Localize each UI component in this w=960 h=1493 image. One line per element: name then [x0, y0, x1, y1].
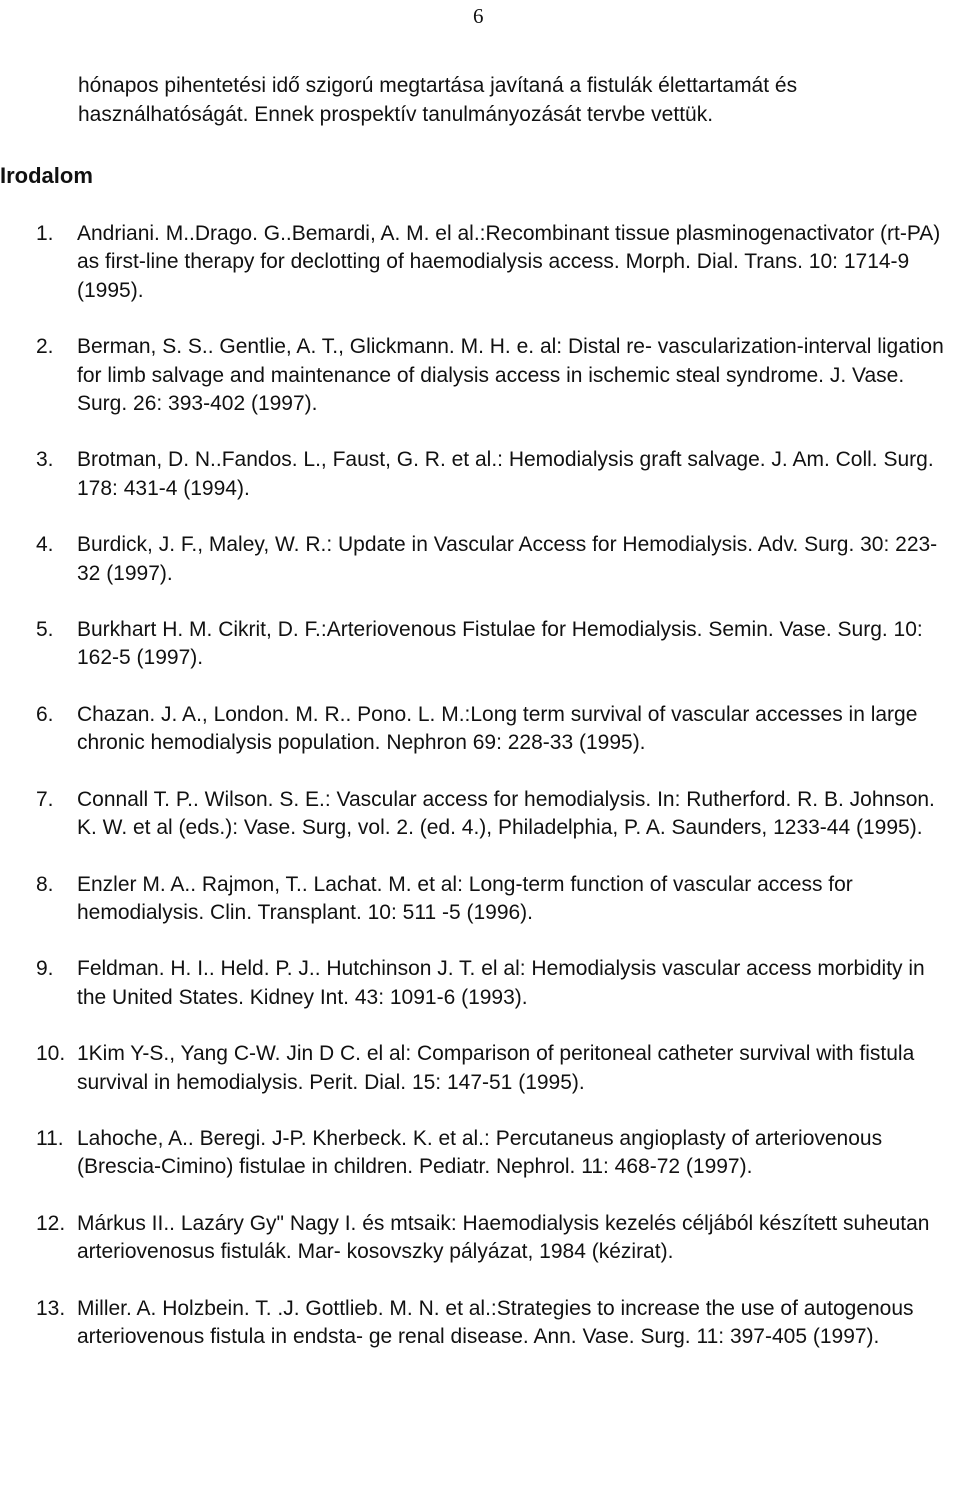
reference-number: 10.	[36, 1042, 66, 1066]
reference-number: 11.	[36, 1126, 64, 1150]
reference-text: Burkhart H. M. Cikrit, D. F.:Arteriovenous Fistulae for Hemodialysis. Semin. Vase. Surg. 10: 162-5 (1997).	[77, 618, 923, 670]
reference-item	[0, 1295, 960, 1352]
reference-number: 3.	[36, 448, 54, 472]
reference-text: Márkus II.. Lazáry Gy" Nagy I. és mtsaik: Haemodialysis kezelés céljából készített suheutan arteriovenosus fistulák. Mar- kosovszky pályázat, 1984 (kézirat).	[77, 1211, 930, 1264]
reference-number: 7.	[36, 787, 54, 811]
reference-number: 4.	[36, 533, 54, 557]
reference-number: 13.	[36, 1296, 66, 1320]
page-number: 6	[473, 4, 484, 28]
reference-list	[0, 220, 960, 1379]
reference-number: 12.	[36, 1211, 66, 1235]
reference-item	[0, 1040, 960, 1097]
reference-number: 6.	[36, 702, 54, 726]
reference-item	[0, 786, 960, 843]
reference-number: 5.	[36, 618, 54, 642]
intro-paragraph: hónapos pihentetési idő szigorú megtartása javítaná a fistulák élettartamát és használhatóságát. Ennek prospektív tanulmányozását tervbe vettük.	[78, 74, 798, 126]
reference-text: 1Kim Y-S., Yang C-W. Jin D C. el al: Comparison of peritoneal catheter survival with fistula survival in hemodialysis. Perit. Dial. 15: 147-51 (1995).	[77, 1042, 915, 1094]
reference-number: 1.	[36, 222, 54, 245]
reference-item	[0, 531, 960, 588]
reference-text: Andriani. M..Drago. G..Bemardi, A. M. el al.:Recombinant tissue plasminogenactivator (rt-PA) as first-line therapy for declotting of haemodialysis access. Morph. Dial. Trans. 10: 1714-9 (1995).	[77, 222, 941, 302]
reference-text: Burdick, J. F., Maley, W. R.: Update in Vascular Access for Hemodialysis. Adv. Surg. 30: 223-32 (1997).	[77, 533, 938, 585]
reference-item	[0, 616, 960, 673]
reference-text: Enzler M. A.. Rajmon, T.. Lachat. M. et al: Long-term function of vascular access for hemodialysis. Clin. Transplant. 10: 511 -5 (1996).	[77, 872, 853, 924]
reference-item	[0, 220, 960, 305]
reference-item	[0, 701, 960, 758]
reference-item	[0, 955, 960, 1012]
reference-number: 8.	[36, 872, 54, 896]
reference-text: Lahoche, A.. Beregi. J-P. Kherbeck. K. et al.: Percutaneus angioplasty of arteriovenous (Brescia-Cimino) fistulae in children. Pediatr. Nephrol. 11: 468-72 (1997).	[77, 1126, 883, 1179]
reference-item	[0, 446, 960, 503]
section-heading: Irodalom	[0, 163, 93, 188]
reference-item	[0, 1125, 960, 1182]
reference-number: 2.	[36, 335, 54, 359]
reference-number: 9.	[36, 957, 54, 981]
reference-item	[0, 333, 960, 418]
reference-item	[0, 871, 960, 928]
reference-text: Connall T. P.. Wilson. S. E.: Vascular access for hemodialysis. In: Rutherford. R. B. Johnson. K. W. et al (eds.): Vase. Surg, vol. 2. (ed. 4.), Philadelphia, P. A. Saunders, 1233-44 (1995).	[77, 787, 935, 840]
reference-item	[0, 1210, 960, 1267]
reference-text: Brotman, D. N..Fandos. L., Faust, G. R. et al.: Hemodialysis graft salvage. J. Am. Coll. Surg. 178: 431-4 (1994).	[77, 448, 934, 500]
reference-text: Berman, S. S.. Gentlie, A. T., Glickmann. M. H. e. al: Distal re- vascularization-interval ligation for limb salvage and maintenance of dialysis access in ischemic steal syndrome. J. Vase. Surg. 26: 393-402 (1997).	[77, 335, 944, 416]
reference-text: Feldman. H. I.. Held. P. J.. Hutchinson J. T. el al: Hemodialysis vascular access morbidity in the United States. Kidney Int. 43: 1091-6 (1993).	[77, 957, 925, 1009]
reference-text: Chazan. J. A., London. M. R.. Pono. L. M.:Long term survival of vascular accesses in large chronic hemodialysis population. Nephron 69: 228-33 (1995).	[77, 702, 918, 755]
reference-text: Miller. A. Holzbein. T. .J. Gottlieb. M. N. et al.:Strategies to increase the use of autogenous arteriovenous fistula in endsta- ge renal disease. Ann. Vase. Surg. 11: 397-405 (1997).	[77, 1296, 914, 1348]
